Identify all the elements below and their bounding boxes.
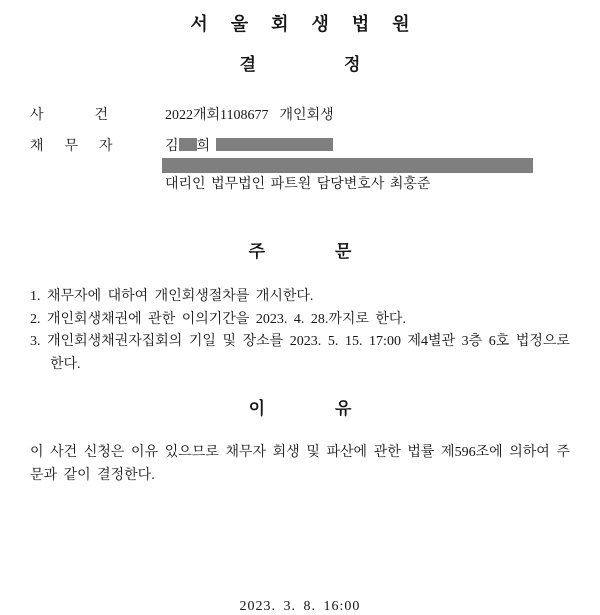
case-number-row: [30, 107, 570, 124]
case-number-value: 2022개회1108677 개인회생: [165, 108, 334, 123]
representative-row: [30, 176, 570, 193]
redaction-bar-wide: [162, 158, 533, 173]
order-list: [30, 286, 570, 376]
debtor-row: [30, 138, 570, 155]
court-name-title: 서울회생법원: [190, 14, 433, 34]
debtor-name-prefix: 김: [165, 139, 179, 154]
decision-datetime: 2023. 3. 8. 16:00: [239, 599, 361, 614]
document-type-title: 결정: [239, 55, 449, 74]
court-decision-document: [0, 10, 600, 615]
reason-paragraph: 이 사건 신청은 이유 있으므로 채무자 회생 및 파산에 관한 법률 제596조에 의하여 주문과 같이 결정한다.: [30, 445, 570, 483]
redaction-bar-short: [216, 138, 333, 151]
reason-section-title: 이유: [248, 399, 422, 418]
case-label: 사건: [30, 108, 160, 123]
debtor-address-row: [30, 158, 570, 173]
order-item-3: 3. 개인회생채권자집회의 기일 및 장소를 2023. 5. 15. 17:00 제4별관 3층 6호 법정으로 한다.: [30, 334, 570, 372]
debtor-label: 채무자: [30, 139, 134, 154]
order-item-2: 2. 개인회생채권에 관한 이의기간을 2023. 4. 28.까지로 한다.: [30, 311, 406, 327]
order-section-title: 주문: [248, 242, 422, 261]
debtor-name-suffix: 희: [196, 139, 211, 154]
case-info-block: [30, 107, 570, 193]
debtor-name: [165, 138, 333, 155]
redaction-box-name: [179, 138, 197, 151]
order-item-1: 1. 채무자에 대하여 개인회생절차를 개시한다.: [30, 289, 314, 304]
representative-line: 대리인 법무법인 파트원 담당변호사 최홍준: [165, 177, 431, 192]
